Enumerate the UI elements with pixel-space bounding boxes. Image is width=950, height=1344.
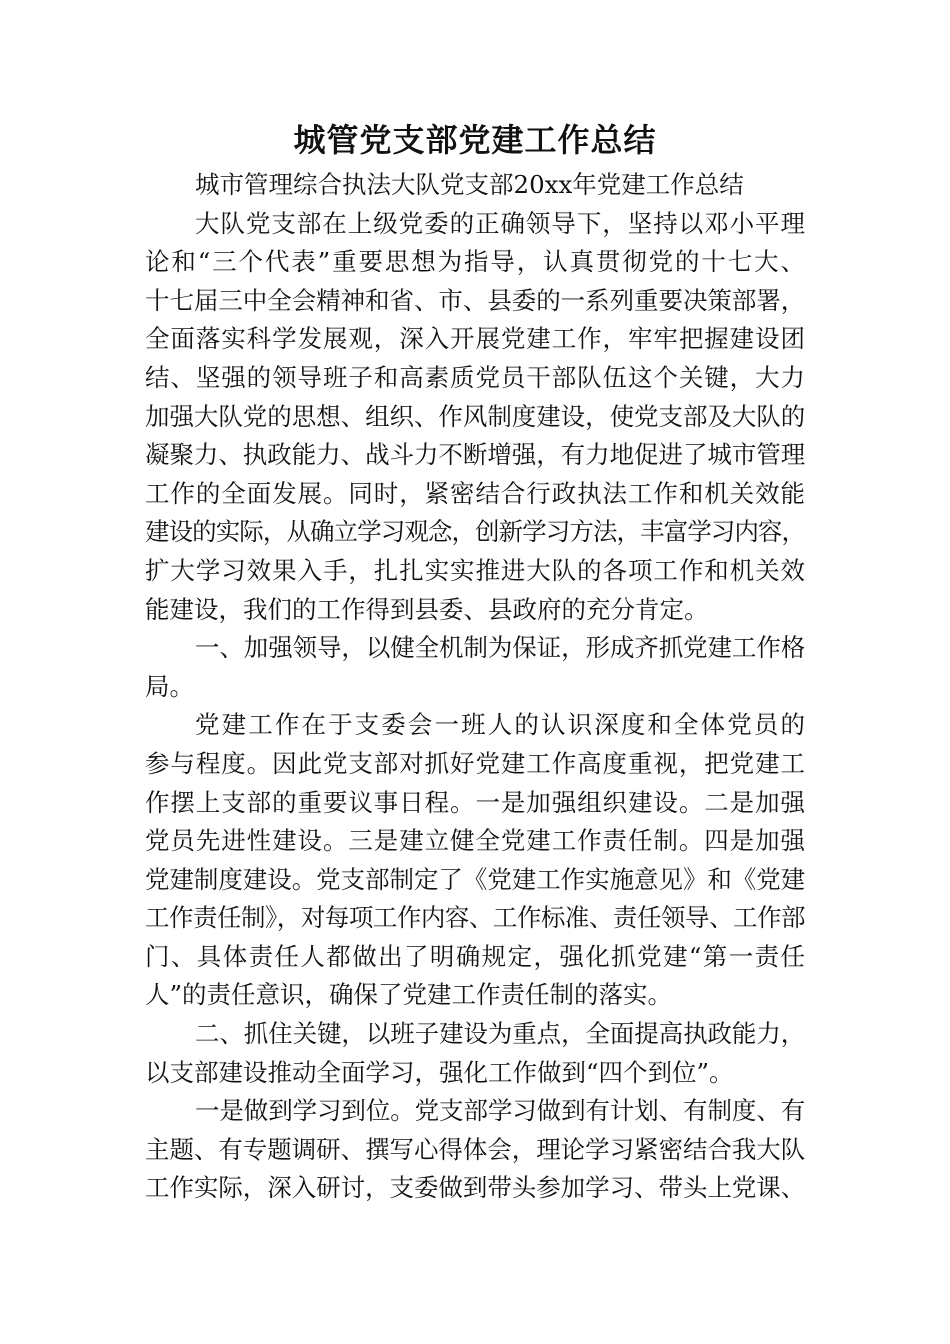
body-line: 论和“三个代表”重要思想为指导，认真贯彻党的十七大、 — [145, 247, 805, 277]
body-line: 加强大队党的思想、组织、作风制度建设，使党支部及大队的 — [145, 401, 805, 431]
body-line: 作摆上支部的重要议事日程。一是加强组织建设。二是加强 — [145, 787, 805, 817]
body-line: 二、抓住关键，以班子建设为重点，全面提高执政能力， — [195, 1019, 805, 1049]
body-line: 城市管理综合执法大队党支部20xx年党建工作总结 — [195, 170, 744, 199]
body-line: 一是做到学习到位。党支部学习做到有计划、有制度、有 — [195, 1096, 805, 1126]
body-line: 门、具体责任人都做出了明确规定，强化抓党建“第一责任 — [145, 941, 805, 971]
body-line: 工作实际，深入研讨，支委做到带头参加学习、带头上党课、 — [145, 1173, 805, 1203]
body-line: 凝聚力、执政能力、战斗力不断增强，有力地促进了城市管理 — [145, 440, 805, 470]
body-line: 扩大学习效果入手，扎扎实实推进大队的各项工作和机关效 — [145, 555, 805, 585]
body-line: 大队党支部在上级党委的正确领导下，坚持以邓小平理 — [195, 208, 805, 238]
body-line: 能建设，我们的工作得到县委、县政府的充分肯定。 — [145, 594, 709, 624]
body-line: 建设的实际，从确立学习观念，创新学习方法，丰富学习内容， — [145, 517, 805, 547]
body-line: 人”的责任意识，确保了党建工作责任制的落实。 — [145, 980, 673, 1010]
body-line: 一、加强领导，以健全机制为保证，形成齐抓党建工作格 — [195, 633, 805, 663]
body-line: 十七届三中全会精神和省、市、县委的一系列重要决策部署， — [145, 285, 805, 315]
body-line: 主题、有专题调研、撰写心得体会，理论学习紧密结合我大队 — [145, 1134, 805, 1164]
body-line: 结、坚强的领导班子和高素质党员干部队伍这个关键，大力 — [145, 362, 805, 392]
body-line: 工作的全面发展。同时，紧密结合行政执法工作和机关效能 — [145, 478, 805, 508]
body-line: 党建工作在于支委会一班人的认识深度和全体党员的 — [195, 710, 805, 740]
body-line: 参与程度。因此党支部对抓好党建工作高度重视，把党建工 — [145, 748, 805, 778]
document-body — [145, 166, 805, 1208]
body-line: 工作责任制》，对每项工作内容、工作标准、责任领导、工作部 — [145, 903, 805, 933]
body-line: 党员先进性建设。三是建立健全党建工作责任制。四是加强 — [145, 826, 805, 856]
body-line: 党建制度建设。党支部制定了《党建工作实施意见》和《党建 — [145, 864, 805, 894]
body-line: 以支部建设推动全面学习，强化工作做到“四个到位”。 — [145, 1057, 734, 1087]
document-title: 城管党支部党建工作总结 — [293, 121, 657, 159]
body-line: 局。 — [145, 671, 194, 701]
body-line: 全面落实科学发展观，深入开展党建工作，牢牢把握建设团 — [145, 324, 805, 354]
